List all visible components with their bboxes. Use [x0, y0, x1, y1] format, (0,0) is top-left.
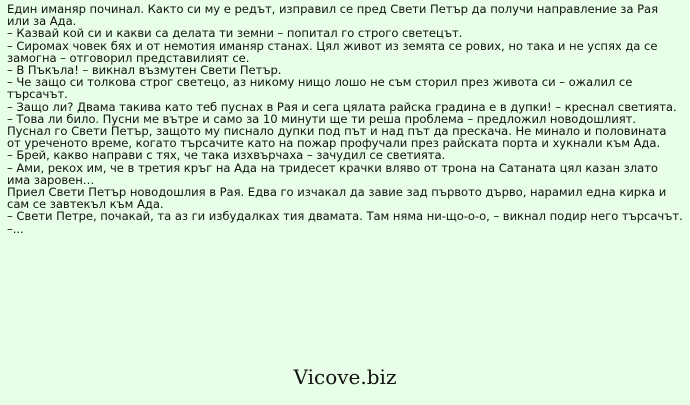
story-paragraph: – Казвай кой си и какви са делата ти земни – попитал го строго светецът.	[7, 26, 463, 41]
story-paragraph: Приел Свети Петър новодошлия в Рая. Едва го изчакал да завие зад първото дърво, нарамил една кирка и сам се завтекъл към Ада.	[7, 185, 667, 212]
story-paragraph: Един иманяр починал. Както си му е редът, изправил се пред Свети Петър да получи направление за Рая или за Ада.	[7, 2, 659, 29]
joke-text	[7, 3, 683, 235]
story-paragraph: – Ами, рекох им, че в третия кръг на Ада на тридесет крачки вляво от трона на Сатаната цял казан злато има заровен…	[7, 160, 658, 187]
story-paragraph: – В Пъкъла! – викнал възмутен Свети Петър.	[7, 63, 282, 78]
story-paragraph: – Сиромах човек бях и от немотия иманяр станах. Цял живот из земята се рових, но така и не успях да се замогна – отговорил представилият се.	[7, 38, 658, 65]
story-paragraph: – Това ли било. Пусни ме вътре и само за 10 минути ще ти реша проблема – предложил новодошлият.	[7, 111, 636, 126]
site-brand: Vicove.biz	[293, 365, 397, 389]
story-paragraph: –...	[7, 221, 24, 236]
story-paragraph: – Свети Петре, почакай, та аз ги избудалках тия двамата. Там няма ни-що-о-о, – викнал подир него търсачът.	[7, 209, 683, 224]
story-paragraph: – Брей, какво направи с тях, че така изхвърчаха – зачудил се светията.	[7, 148, 446, 163]
story-paragraph: – Защо ли? Двама такива като теб пуснах в Рая и сега цялата райска градина е в дупки! – креснал светията.	[7, 99, 677, 114]
story-paragraph: – Че защо си толкова строг светецо, аз никому нищо лошо не съм сторил през живота си – ожалил се търсачът.	[7, 75, 633, 102]
story-paragraph: Пуснал го Свети Петър, защото му писнало дупки под път и над път да прескача. Не минало и половината от уреченото време, когато търсачите като на пожар профучали през райската порта и хукнали към Ада.	[7, 124, 667, 151]
